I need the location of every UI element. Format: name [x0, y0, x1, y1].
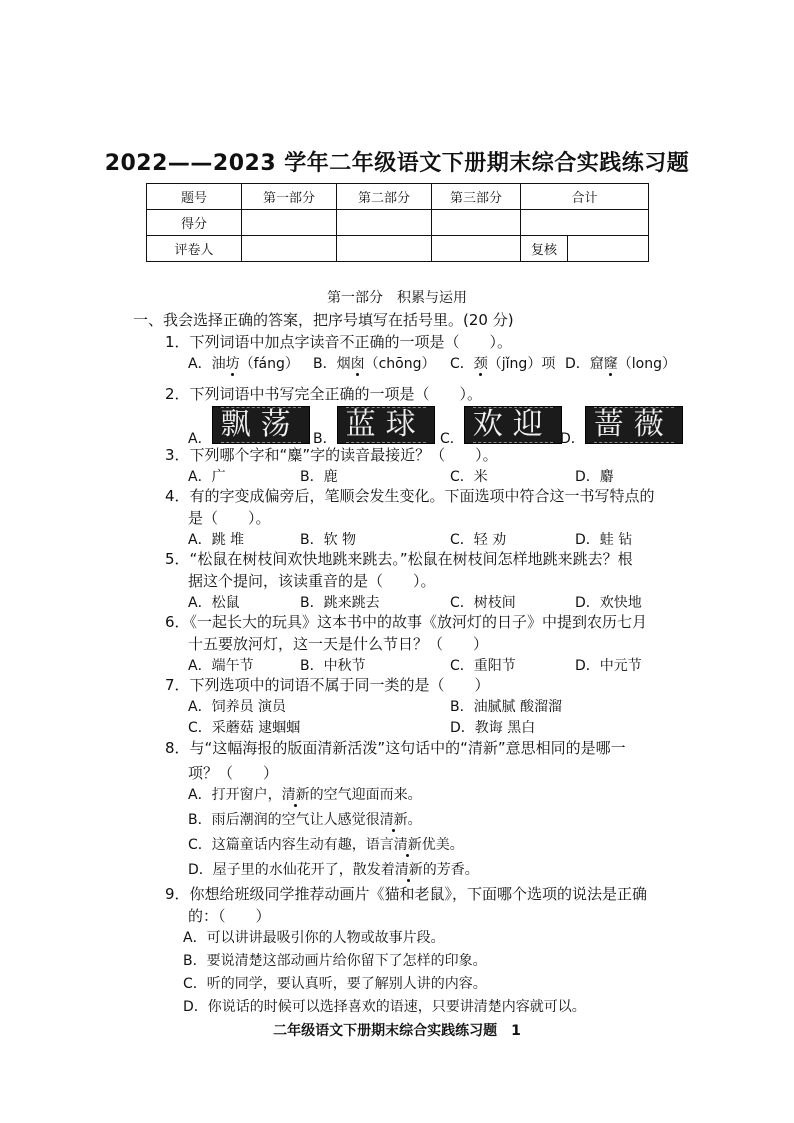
q7-option-b: B．油腻腻 酸溜溜 [450, 699, 563, 715]
page-footer: 二年级语文下册期末综合实践练习题 1 [273, 1023, 521, 1039]
q2-option-d: D． 蔷薇 [560, 406, 683, 448]
score-cell [337, 210, 432, 236]
q2-option-a: A． 飘荡 [188, 406, 310, 448]
review-cell [568, 236, 649, 262]
q6-option-b: B．中秋节 [300, 658, 366, 674]
q6-option-c: C．重阳节 [450, 658, 516, 674]
q3-option-d: D．麝 [575, 469, 614, 485]
q3-option-c: C．米 [450, 469, 488, 485]
q4-option-c: C．轻 劝 [450, 532, 507, 548]
q3-option-a: A．广 [188, 469, 226, 485]
q5-option-d: D．欢快地 [575, 595, 642, 611]
q1-option-a: A．油坊（fáng） [188, 356, 299, 372]
review-label: 复核 [521, 236, 568, 262]
score-cell [242, 210, 337, 236]
header-cell: 第三部分 [432, 184, 521, 210]
q1-option-b: B．烟囱（chōng） [313, 356, 436, 372]
q9-option-c: C．听的同学，要认真听，要了解别人讲的内容。 [183, 976, 487, 992]
q8-option-b: B．雨后潮润的空气让人感觉很清新。 [188, 812, 422, 828]
grader-cell [432, 236, 521, 262]
calligraphy-image: 蓝球 [337, 406, 435, 444]
q7-option-c: C．采蘑菇 逮蝈蝈 [188, 720, 301, 736]
q9-option-a: A．可以讲讲最吸引你的人物或故事片段。 [183, 930, 445, 946]
q8-option-a: A．打开窗户，清新的空气迎面而来。 [188, 787, 422, 803]
calligraphy-image: 蔷薇 [585, 406, 683, 444]
q4-option-b: B．软 物 [300, 532, 357, 548]
q5-option-b: B．跳来跳去 [300, 595, 380, 611]
calligraphy-image: 飘荡 [212, 406, 310, 444]
q9-option-d: D．你说话的时候可以选择喜欢的语速，只要讲清楚内容就可以。 [183, 999, 586, 1015]
q7-option-a: A．饲养员 演员 [188, 699, 287, 715]
grader-cell [337, 236, 432, 262]
part1-heading: 一、我会选择正确的答案，把序号填写在括号里。(20 分) [133, 311, 514, 329]
grader-label: 评卷人 [147, 236, 242, 262]
q1-option-d: D．窟窿（long） [565, 356, 676, 372]
q4-option-d: D．蛙 钻 [575, 532, 633, 548]
q8-option-d: D．屋子里的水仙花开了，散发着清新的芳香。 [188, 862, 479, 878]
q5-stem: 5．“松鼠在树枝间欢快地跳来跳去。”松鼠在树枝间怎样地跳来跳去？根 [165, 550, 633, 568]
q4-stem-cont: 是（ ）。 [188, 509, 271, 527]
q1-stem: 1．下列词语中加点字读音不正确的一项是（ ）。 [165, 333, 513, 351]
score-cell [432, 210, 521, 236]
q8-stem: 8．与“这幅海报的版面清新活泼”这句话中的“清新”意思相同的是哪一 [165, 739, 626, 757]
header-cell: 合计 [521, 184, 649, 210]
q1-option-c: C．颈（jǐng）项 [450, 356, 556, 372]
q9-stem-cont: 的：（ ） [188, 907, 271, 925]
q7-option-d: D．教诲 黑白 [450, 720, 536, 736]
q8-stem-cont: 项？（ ） [188, 764, 279, 782]
header-cell: 第二部分 [337, 184, 432, 210]
calligraphy-image: 欢迎 [464, 406, 562, 444]
q9-stem: 9．你想给班级同学推荐动画片《猫和老鼠》，下面哪个选项的说法是正确 [165, 885, 648, 903]
q7-stem: 7．下列选项中的词语不属于同一类的是（ ） [165, 676, 490, 694]
q5-option-c: C．树枝间 [450, 595, 516, 611]
q6-stem-cont: 十五要放河灯，这一天是什么节日？（ ） [188, 635, 489, 653]
q2-stem: 2．下列词语中书写完全正确的一项是（ ）。 [165, 385, 483, 403]
q5-stem-cont: 据这个提问，该读重音的是（ ）。 [188, 572, 436, 590]
q2-option-c: C． 欢迎 [440, 406, 562, 448]
header-cell: 第一部分 [242, 184, 337, 210]
q6-option-d: D．中元节 [575, 658, 642, 674]
q4-stem: 4．有的字变成偏旁后，笔顺会发生变化。下面选项中符合这一书写特点的 [165, 487, 655, 505]
section-title: 第一部分 积累与运用 [327, 290, 467, 306]
score-label: 得分 [147, 210, 242, 236]
q4-option-a: A．跳 堆 [188, 532, 245, 548]
exam-title: 2022——2023 学年二年级语文下册期末综合实践练习题 [104, 151, 690, 176]
q9-option-b: B．要说清楚这部动画片给你留下了怎样的印象。 [183, 953, 487, 969]
q3-stem: 3．下列哪个字和“麋”字的读音最接近？（ ）。 [165, 446, 498, 464]
score-table [146, 183, 649, 262]
q2-option-b: B． 蓝球 [313, 406, 435, 448]
q6-option-a: A．端午节 [188, 658, 254, 674]
q6-stem: 6．《一起长大的玩具》这本书中的故事《放河灯的日子》中提到农历七月 [165, 613, 648, 631]
q5-option-a: A．松鼠 [188, 595, 240, 611]
grader-cell [242, 236, 337, 262]
q3-option-b: B．鹿 [300, 469, 338, 485]
score-cell [521, 210, 649, 236]
q8-option-c: C．这篇童话内容生动有趣，语言清新优美。 [188, 837, 464, 853]
header-cell: 题号 [147, 184, 242, 210]
